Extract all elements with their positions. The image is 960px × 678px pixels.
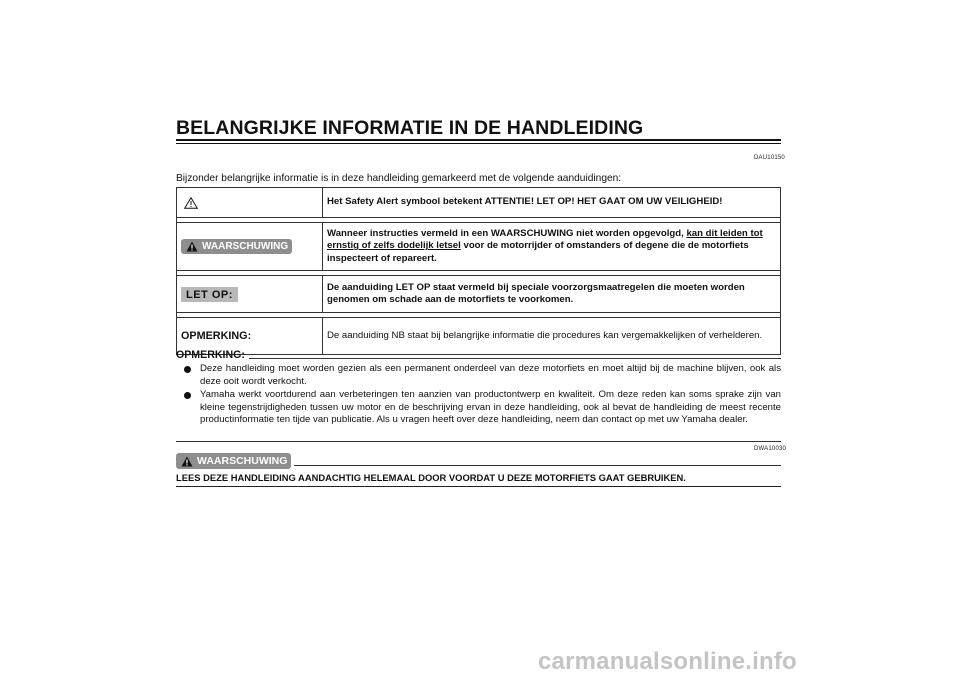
symbol-table [176,187,781,355]
warning-end-rule [176,486,781,487]
title-rule-thin [176,143,781,144]
note-heading-rule [249,358,781,359]
note-heading-label: OPMERKING: [176,349,245,361]
safety-alert-text: Het Safety Alert symbool betekent ATTENTIE! LET OP! HET GAAT OM UW VEILIGHEID! [323,188,781,218]
warning-badge-label: WAARSCHUWING [202,240,289,252]
warning-text-b: voor de motorrijder of omstanders of degene die de motorfiets inspecteert of repareert. [327,240,749,264]
note-bullet-text: Yamaha werkt voortdurend aan verbeteringen ten aanzien van productontwerp en kwaliteit. Om deze reden kan soms sprake zijn van kleine tegenstrijdigheden tussen uw motor en de beschrijving ervan in deze handleiding, ook al bevat de handleiding de meest recente productinformatie ten tijde van publicatie. Als u vragen heeft over deze handleiding, neem dan contact op met uw Yamaha dealer. [200,389,781,425]
document-code: DAU10150 [754,155,785,161]
table-row [177,188,781,218]
warning-heading [176,453,781,469]
note-heading [176,349,781,361]
warning-triangle-icon [181,456,193,467]
safety-alert-cell [177,188,323,218]
table-row [177,276,781,313]
warning-text: LEES DEZE HANDLEIDING AANDACHTIG HELEMAAL DOOR VOORDAT U DEZE MOTORFIETS GAAT GEBRUIKEN. [176,472,686,483]
warning-heading-rule [294,465,781,466]
bullet-icon [184,366,191,373]
warning-code: DWA10030 [754,446,787,452]
table-row [177,223,781,271]
note-list [182,363,781,428]
warning-text-underlined: kan dit leiden tot ernstig of zelfs dodelijk letsel [327,227,763,252]
list-item [182,389,781,427]
note-label: OPMERKING: [181,330,252,342]
list-item [182,363,781,388]
note-text: De aanduiding NB staat bij belangrijke informatie die procedures kan vergemakkelijken of verhelderen. [323,318,781,355]
caution-label-cell [177,276,323,313]
watermark: carmanualsonline.info [538,648,797,675]
warning-triangle-icon [186,241,198,252]
warning-triangle-icon [184,197,198,209]
warning-badge [181,239,292,254]
warning-badge-label: WAARSCHUWING [197,455,288,467]
warning-badge [176,453,291,469]
note-end-rule [176,441,781,442]
warning-label-cell [177,223,323,271]
note-bullet-text: Deze handleiding moet worden gezien als een permanent onderdeel van deze motorfiets en moet altijd bij de machine blijven, ook als deze ooit wordt verkocht. [200,363,781,387]
caution-badge: LET OP: [181,287,238,302]
page-title: BELANGRIJKE INFORMATIE IN DE HANDLEIDING [176,117,644,139]
bullet-icon [184,392,191,399]
warning-explanation [323,223,781,271]
title-rule [176,139,781,141]
intro-text: Bijzonder belangrijke informatie is in deze handleiding gemarkeerd met de volgende aanduidingen: [176,173,622,184]
caution-text: De aanduiding LET OP staat vermeld bij speciale voorzorgsmaatregelen die moeten worden genomen om schade aan de motorfiets te voorkomen. [323,276,781,313]
warning-text-a: Wanneer instructies vermeld in een WAARSCHUWING niet worden opgevolgd, [327,227,684,239]
